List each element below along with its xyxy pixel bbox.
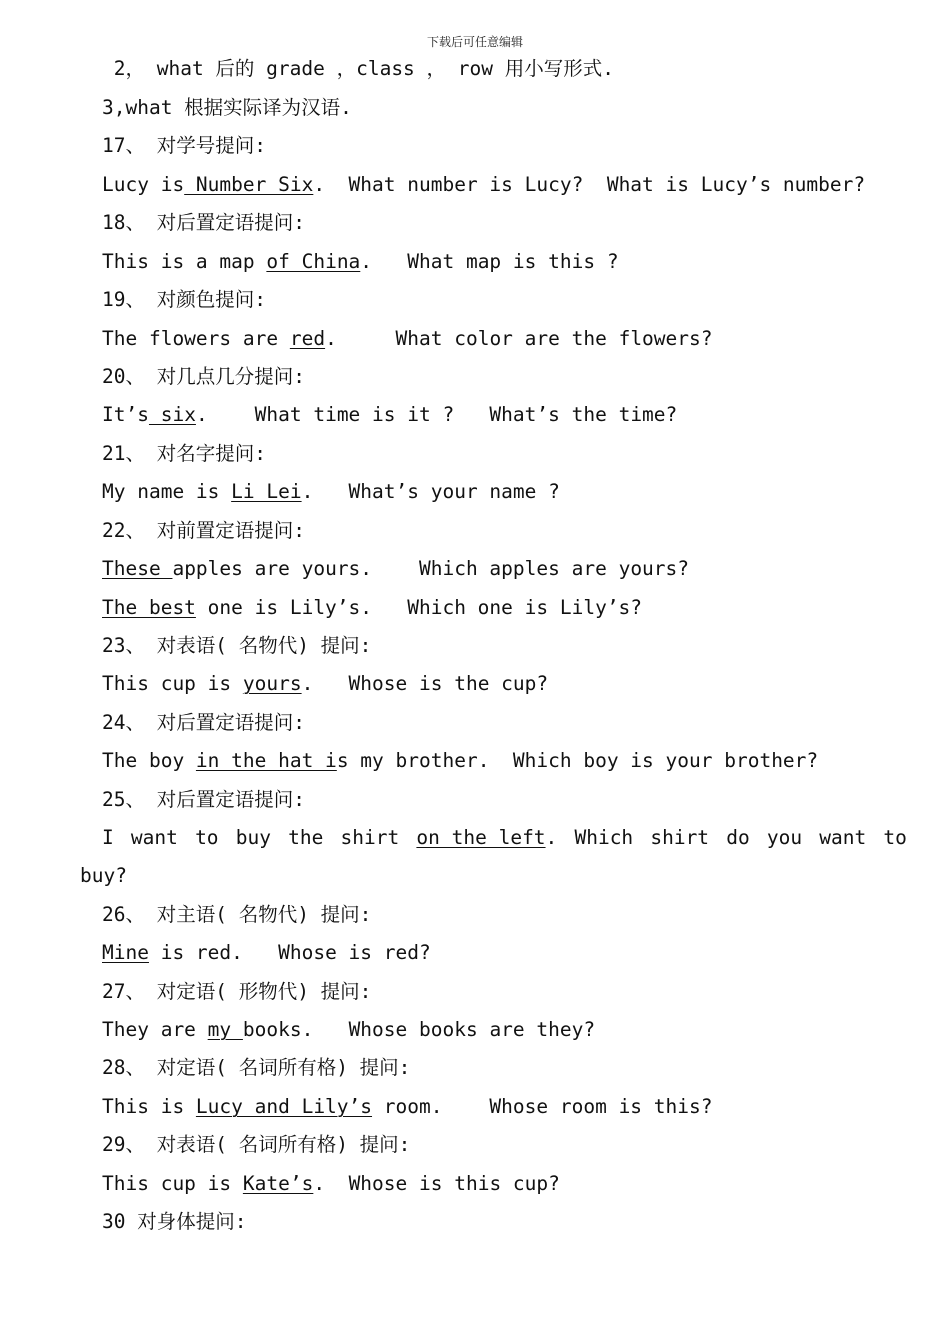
- section-heading-24: [102, 711, 305, 735]
- example-line-26: [102, 941, 431, 965]
- underlined-text: These: [102, 557, 173, 580]
- text: Lucy is: [102, 173, 185, 196]
- text: It’s: [102, 403, 149, 426]
- text: books. Whose books are they?: [242, 1018, 596, 1041]
- underlined-text: red: [289, 327, 326, 350]
- text: is red. Whose is red?: [148, 941, 431, 964]
- example-line-20: [102, 403, 677, 427]
- section-heading-20: [102, 365, 305, 389]
- text: . What time is it ? What’s the time?: [195, 403, 678, 426]
- example-line-22a: [102, 557, 689, 581]
- text: . Whose is this cup?: [313, 1172, 560, 1195]
- text: . Whose is the cup?: [301, 672, 549, 695]
- underlined-text: Li Lei: [231, 480, 302, 503]
- example-line-19: [102, 327, 713, 351]
- underlined-phrase: [416, 826, 557, 850]
- text: They are: [102, 1018, 208, 1041]
- section-heading-28: [102, 1056, 410, 1080]
- word: to: [883, 826, 907, 849]
- text: The flowers are: [102, 327, 290, 350]
- text: . What number is Lucy? What is Lucy’s number?: [313, 173, 866, 196]
- word: shirt: [340, 826, 400, 849]
- example-line-22b: [102, 596, 642, 620]
- text: . What map is this ?: [360, 250, 619, 273]
- text: 17、 对学号提问:: [102, 134, 266, 157]
- page-header: 下载后可任意编辑: [426, 35, 523, 49]
- text: 2， what 后的 grade ，class ， row 用小写形式.: [102, 57, 614, 80]
- example-line-25-wrap: [80, 864, 127, 888]
- word: I: [102, 826, 114, 849]
- text: 29、 对表语( 名词所有格) 提问:: [102, 1133, 411, 1156]
- text: 23、 对表语( 名物代) 提问:: [102, 634, 372, 657]
- text: 3,what 根据实际译为汉语.: [102, 96, 352, 119]
- word: the: [288, 826, 324, 849]
- section-heading-17: [102, 134, 266, 158]
- word: .: [545, 826, 558, 849]
- example-line-28: [102, 1095, 713, 1119]
- section-heading-26: [102, 903, 371, 927]
- section-heading-19: [102, 288, 266, 312]
- section-heading-22: [102, 519, 305, 543]
- word: want: [819, 826, 867, 849]
- section-heading-30: [102, 1210, 246, 1234]
- text: 26、 对主语( 名物代) 提问:: [102, 903, 372, 926]
- underlined-text: on the left: [416, 826, 546, 849]
- text: room. Whose room is this?: [372, 1095, 713, 1118]
- note-line-2: [102, 57, 614, 81]
- word: do: [726, 826, 750, 849]
- example-line-17: [102, 173, 865, 197]
- text: The boy: [102, 749, 196, 772]
- example-line-27: [102, 1018, 595, 1042]
- underlined-text: in the hat i: [195, 749, 337, 772]
- underlined-text: yours: [242, 672, 302, 695]
- word: you: [766, 826, 803, 849]
- text: 19、 对颜色提问:: [102, 288, 266, 311]
- underlined-text: Lucy and Lily’s: [195, 1095, 373, 1118]
- section-heading-29: [102, 1133, 410, 1157]
- word: shirt: [650, 826, 710, 849]
- underlined-text: Number Six: [184, 173, 314, 196]
- section-heading-27: [102, 980, 371, 1004]
- section-heading-18: [102, 211, 305, 235]
- section-heading-21: [102, 442, 266, 466]
- example-line-18: [102, 250, 619, 274]
- text: buy?: [80, 864, 127, 887]
- text: 20、 对几点几分提问:: [102, 365, 305, 388]
- underlined-text: Mine: [102, 941, 149, 964]
- underlined-text: of China: [266, 250, 361, 273]
- word: buy: [235, 826, 271, 849]
- example-line-29: [102, 1172, 560, 1196]
- note-line-3: [102, 96, 352, 120]
- underlined-text: six: [148, 403, 196, 426]
- section-heading-25: [102, 788, 305, 812]
- section-heading-23: [102, 634, 371, 658]
- text: My name is: [102, 480, 232, 503]
- word: to: [195, 826, 219, 849]
- text: 25、 对后置定语提问:: [102, 788, 305, 811]
- text: 18、 对后置定语提问:: [102, 211, 305, 234]
- text: s my brother. Which boy is your brother?: [336, 749, 819, 772]
- text: This is a map: [102, 250, 267, 273]
- example-line-21: [102, 480, 560, 504]
- text: 22、 对前置定语提问:: [102, 519, 305, 542]
- example-line-24: [102, 749, 818, 773]
- text: 27、 对定语( 形物代) 提问:: [102, 980, 372, 1003]
- text: . What’s your name ?: [301, 480, 560, 503]
- text: This cup is: [102, 1172, 243, 1195]
- word: Which: [574, 826, 634, 849]
- text: apples are yours. Which apples are yours?: [172, 557, 690, 580]
- text: This is: [102, 1095, 196, 1118]
- text: 30 对身体提问:: [102, 1210, 247, 1233]
- text: 24、 对后置定语提问:: [102, 711, 305, 734]
- underlined-text: The best: [102, 596, 196, 619]
- word: want: [130, 826, 178, 849]
- example-line-23: [102, 672, 548, 696]
- underlined-text: my: [207, 1018, 243, 1041]
- text: This cup is: [102, 672, 243, 695]
- text: . What color are the flowers?: [325, 327, 713, 350]
- example-line-25: [102, 826, 907, 850]
- text: one is Lily’s. Which one is Lily’s?: [195, 596, 643, 619]
- text: 28、 对定语( 名词所有格) 提问:: [102, 1056, 411, 1079]
- text: 21、 对名字提问:: [102, 442, 266, 465]
- underlined-text: Kate’s: [242, 1172, 314, 1195]
